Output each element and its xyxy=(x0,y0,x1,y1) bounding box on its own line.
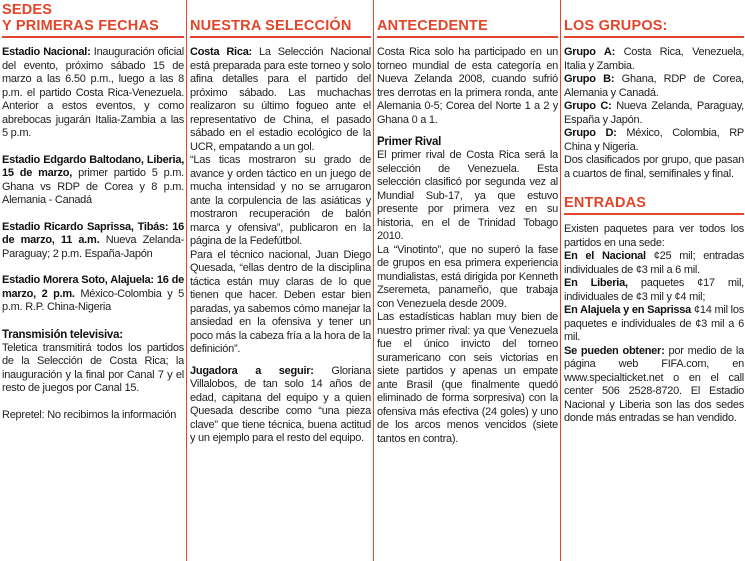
group-b: Grupo B: Ghana, RDP de Corea, Alemania y Canadá. xyxy=(564,73,744,99)
column-divider xyxy=(560,0,561,561)
heading-sedes: SEDES Y PRIMERAS FECHAS xyxy=(2,2,160,34)
group-c: Grupo C: Nueva Zelanda, Paraguay, España y Japón. xyxy=(564,100,744,126)
paragraph-coach: Para el técnico nacional, Juan Diego Quesada, “ellas dentro de la disciplina táctica están muy claras de lo que tienen que hacer. Deben estar bien paradas, ya sabemos cómo manejar la ansiedad en la ofensiva y tener un poco más la cabeza fría a la hora de la definición”. xyxy=(190,248,371,355)
venue-nacional: Estadio Nacional: Inauguración oficial del evento, próximo sábado 15 de marzo a las 6.50 p.m., luego a las 8 p.m. el partido Costa Rica-Venezuela. Anterior a estos eventos, y como abrebocas jugarán Italia-Zambia a las 5 p.m. xyxy=(2,46,184,139)
paragraph-quote: “Las ticas mostraron su grado de avance y orden táctico en un juego de mucha intensidad y no se arrugaron ante la corpulencia de las asiáticas y mostraron recuperación de balón marca y ofensiva”, publicaron en la página de la Fedefútbol. xyxy=(190,154,371,247)
heading-rule xyxy=(564,213,744,215)
heading-grupos: LOS GRUPOS: xyxy=(564,18,668,34)
seleccion-body xyxy=(190,46,371,446)
heading-rule xyxy=(564,36,744,38)
column-seleccion xyxy=(190,0,371,561)
group-a: Grupo A: Costa Rica, Venezuela, Italia y Zambia. xyxy=(564,46,744,72)
entradas-body xyxy=(564,223,744,426)
column-antecedente xyxy=(377,0,558,561)
repretel-note: Repretel: No recibimos la información xyxy=(2,408,177,421)
column-sedes xyxy=(2,0,184,561)
entradas-nacional: En el Nacional ¢25 mil; entradas individuales de ¢3 mil a 6 mil. xyxy=(564,250,744,276)
column-divider xyxy=(373,0,374,561)
paragraph-history: Costa Rica solo ha participado en un torneo mundial de esta categoría en Nueva Zelanda 2008, cuando sufrió tres derrotas en la primera ronda, ante Alemania 0-5; Corea del Norte 1 a 2 y Ghana 0 a 1. xyxy=(377,46,558,126)
heading-entradas: ENTRADAS xyxy=(564,195,647,211)
antecedente-body xyxy=(377,46,558,446)
tv-text: Teletica transmitirá todos los partidos de la Selección de Costa Rica; la inauguración y la final por Canal 7 y el resto de juegos por Canal 15. xyxy=(2,341,184,394)
group-d: Grupo D: México, Colombia, RP China y Nigeria. xyxy=(564,127,744,153)
column-divider xyxy=(186,0,187,561)
paragraph-rival: El primer rival de Costa Rica será la selección de Venezuela. Esta selección clasificó por segunda vez al Mundial Sub-17, ya que estuvo presente por primera vez en su historia, en el de Trinidad Tobago 2010. xyxy=(377,149,558,242)
entradas-intro: Existen paquetes para ver todos los partidos en una sede: xyxy=(564,223,744,249)
entradas-obtener: Se pueden obtener: por medio de la página web FIFA.com, en www.specialticket.net o en el call center 506 2528-8720. El Estadio Nacional y Liberia son las dos sedes donde más entradas se han vendido. xyxy=(564,344,744,424)
column-grupos xyxy=(564,0,744,561)
paragraph-vinotinto: La “Vinotinto”, que no superó la fase de grupos en esa primera experiencia mundialistas, está dirigida por Kenneth Zseremeta, panameño, que trabaja con Venezuela desde 2009. xyxy=(377,243,558,310)
heading-rule xyxy=(2,36,184,38)
venue-liberia: Estadio Edgardo Baltodano, Liberia, 15 de marzo, primer partido 5 p.m. Ghana vs RDP de Corea y 8 p.m. Alemania - Canadá xyxy=(2,153,184,206)
venue-saprissa: Estadio Ricardo Saprissa, Tibás: 16 de marzo, 11 a.m. Nueva Zelanda-Paraguay; 2 p.m. España-Japón xyxy=(2,220,184,260)
heading-antecedente: ANTECEDENTE xyxy=(377,18,488,34)
paragraph-player: Jugadora a seguir: Gloriana Villalobos, de tan solo 14 años de edad, capitana del equipo y a quien Quesada describe como “una pieza clave” que tiene técnica, buena actitud y un ejemplo para el resto del equipo. xyxy=(190,364,371,444)
heading-rule xyxy=(190,36,371,38)
tv-title: Transmisión televisiva: xyxy=(2,328,123,341)
heading-seleccion: NUESTRA SELECCIÓN xyxy=(190,18,352,34)
grupos-body xyxy=(564,46,744,181)
entradas-alajuela: En Alajuela y en Saprissa ¢14 mil los paquetes e individuales de ¢3 mil a 6 mil. xyxy=(564,304,744,343)
groups-note: Dos clasificados por grupo, que pasan a cuartos de final, semifinales y final. xyxy=(564,154,744,180)
subheading-primer-rival: Primer Rival xyxy=(377,136,442,148)
entradas-liberia: En Liberia, paquetes ¢17 mil, individuales de ¢3 mil y ¢4 mil; xyxy=(564,277,744,303)
venue-morera-soto: Estadio Morera Soto, Alajuela: 16 de marzo, 2 p.m. México-Colombia y 5 p.m. R.P. China-Nigeria xyxy=(2,274,184,313)
heading-rule xyxy=(377,36,558,38)
paragraph-stats: Las estadísticas hablan muy bien de nuestro primer rival: ya que Venezuela fue el único invicto del torneo suramericano con seis victorias en siete partidos y apenas un empate ante Brasil (que finalmente quedó eliminado de forma sorpresiva) con la ofensiva más efectiva (24 goles) y uno de los arcos menos vencidos (siete tantos en contra). xyxy=(377,311,558,445)
sedes-body xyxy=(2,46,184,422)
paragraph-costa-rica: Costa Rica: La Selección Nacional está preparada para este torneo y solo afina detalles para el partido del próximo sábado. Las muchachas realizaron su último fogueo ante el representativo de China, el pasado sábado en el estadio ecológico de la UCR, empatando a un gol. xyxy=(190,46,371,153)
